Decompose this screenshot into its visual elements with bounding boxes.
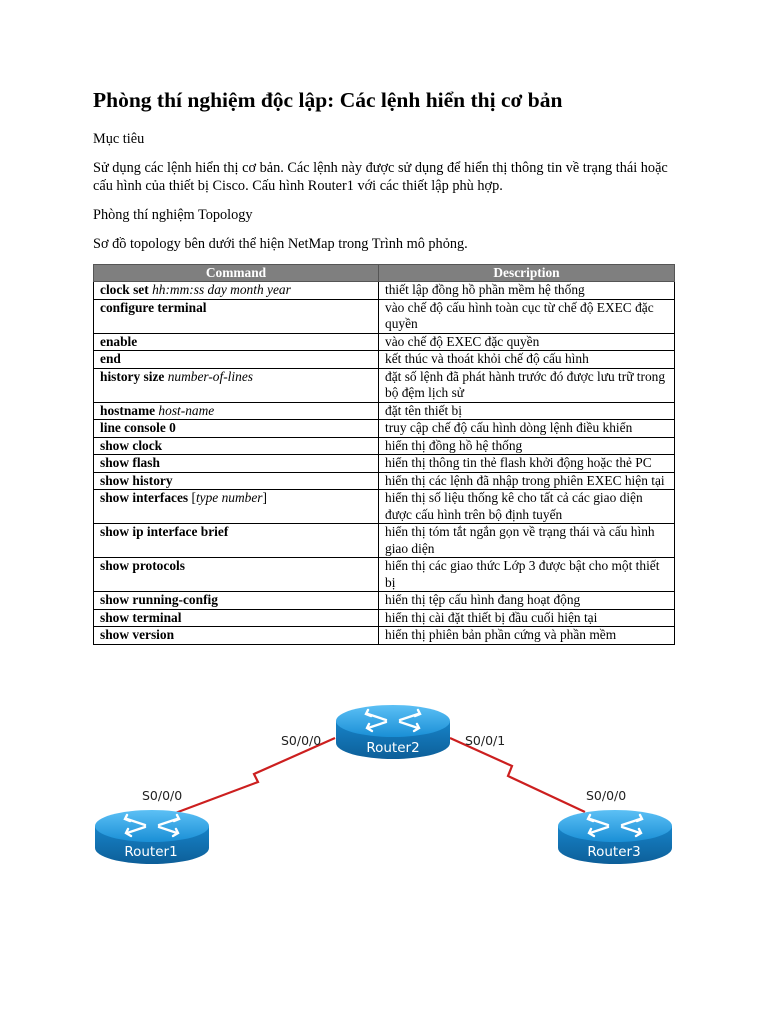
description-cell: hiển thị tóm tắt ngắn gọn về trạng thái và cấu hình giao diện bbox=[379, 524, 675, 558]
command-cell bbox=[94, 402, 379, 420]
command-argument: type number bbox=[195, 490, 263, 505]
command-cell bbox=[94, 609, 379, 627]
table-row bbox=[94, 472, 675, 490]
command-name: line console 0 bbox=[100, 420, 176, 435]
command-name: history size bbox=[100, 368, 165, 384]
description-cell: đặt số lệnh đã phát hành trước đó được lưu trữ trong bộ đệm lịch sử bbox=[379, 368, 675, 402]
serial-link-r1-r2 bbox=[170, 738, 335, 815]
objective-text: Sử dụng các lệnh hiển thị cơ bản. Các lệnh này được sử dụng để hiển thị thông tin về trạng thái hoặc cấu hình của thiết bị Cisco. Cấu hình Router1 với các thiết lập phù hợp. bbox=[93, 160, 668, 194]
description-cell: hiển thị tệp cấu hình đang hoạt động bbox=[379, 592, 675, 610]
table-row bbox=[94, 420, 675, 438]
router1-label: Router1 bbox=[124, 844, 178, 860]
command-name: show version bbox=[100, 627, 175, 642]
command-name: show ip interface brief bbox=[100, 524, 229, 539]
description-cell: hiển thị các lệnh đã nhập trong phiên EXEC hiện tại bbox=[379, 472, 675, 490]
topology-text: Sơ đồ topology bên dưới thể hiện NetMap trong Trình mô phỏng. bbox=[93, 236, 468, 252]
description-cell: vào chế độ EXEC đặc quyền bbox=[379, 333, 675, 351]
description-cell: hiển thị số liệu thống kê cho tất cả các giao diện được cấu hình trên bộ định tuyến bbox=[379, 490, 675, 524]
topology-diagram bbox=[0, 690, 768, 880]
description-cell: hiển thị phiên bản phần cứng và phần mềm bbox=[379, 627, 675, 645]
description-cell: vào chế độ cấu hình toàn cục từ chế độ EXEC đặc quyền bbox=[379, 299, 675, 333]
command-cell bbox=[94, 437, 379, 455]
command-name: end bbox=[100, 351, 121, 366]
command-name: show interfaces bbox=[100, 490, 189, 505]
network-topology bbox=[0, 690, 768, 880]
table-row bbox=[94, 455, 675, 473]
command-cell bbox=[94, 299, 379, 333]
table-row bbox=[94, 299, 675, 333]
command-table-body bbox=[94, 282, 675, 645]
table-row bbox=[94, 282, 675, 300]
table-header-row bbox=[94, 265, 675, 282]
description-cell: hiển thị các giao thức Lớp 3 được bật cho một thiết bị bbox=[379, 558, 675, 592]
command-name: show clock bbox=[100, 437, 163, 453]
router3-label: Router3 bbox=[587, 844, 641, 860]
command-cell bbox=[94, 455, 379, 473]
command-name: show protocols bbox=[100, 558, 185, 573]
command-cell bbox=[94, 282, 379, 300]
header-command: Command bbox=[94, 265, 379, 282]
description-cell: hiển thị cài đặt thiết bị đầu cuối hiện tại bbox=[379, 609, 675, 627]
objective-heading: Mục tiêu bbox=[93, 131, 145, 147]
interface-label-r2-right: S0/0/1 bbox=[465, 733, 506, 748]
table-row bbox=[94, 402, 675, 420]
interface-label-r2-left: S0/0/0 bbox=[281, 733, 322, 748]
command-cell bbox=[94, 524, 379, 558]
command-cell bbox=[94, 558, 379, 592]
command-name: configure terminal bbox=[100, 299, 207, 315]
command-argument: hh:mm:ss day month year bbox=[152, 282, 291, 297]
command-cell bbox=[94, 368, 379, 402]
table-row bbox=[94, 437, 675, 455]
command-name: show history bbox=[100, 472, 173, 488]
command-cell bbox=[94, 351, 379, 369]
command-cell bbox=[94, 333, 379, 351]
command-name: show running-config bbox=[100, 592, 218, 607]
command-table bbox=[93, 264, 675, 645]
table-row bbox=[94, 524, 675, 558]
command-argument: host-name bbox=[158, 402, 215, 418]
router2-label: Router2 bbox=[366, 740, 420, 756]
description-cell: đặt tên thiết bị bbox=[379, 402, 675, 420]
table-row bbox=[94, 592, 675, 610]
description-cell: thiết lập đồng hồ phần mềm hệ thống bbox=[379, 282, 675, 300]
interface-label-r1: S0/0/0 bbox=[142, 788, 183, 803]
description-cell: truy cập chế độ cấu hình dòng lệnh điều khiển bbox=[379, 420, 675, 438]
command-cell bbox=[94, 627, 379, 645]
command-name: show flash bbox=[100, 455, 160, 470]
table-row bbox=[94, 609, 675, 627]
table-row bbox=[94, 490, 675, 524]
table-row bbox=[94, 558, 675, 592]
command-name: clock set bbox=[100, 282, 149, 297]
command-cell bbox=[94, 592, 379, 610]
interface-label-r3: S0/0/0 bbox=[586, 788, 627, 803]
topology-heading: Phòng thí nghiệm Topology bbox=[93, 207, 253, 223]
table-row bbox=[94, 351, 675, 369]
table-row bbox=[94, 333, 675, 351]
serial-link-r2-r3 bbox=[450, 738, 585, 812]
description-cell: hiển thị đồng hồ hệ thống bbox=[379, 437, 675, 455]
table-row bbox=[94, 368, 675, 402]
command-cell bbox=[94, 472, 379, 490]
command-name: enable bbox=[100, 333, 138, 349]
table-row bbox=[94, 627, 675, 645]
command-cell: show interfaces [type number] bbox=[94, 490, 379, 524]
document-page bbox=[93, 86, 676, 645]
command-name: show terminal bbox=[100, 609, 182, 625]
page-title: Phòng thí nghiệm độc lập: Các lệnh hiển thị cơ bản bbox=[93, 88, 563, 112]
description-cell: kết thúc và thoát khỏi chế độ cấu hình bbox=[379, 351, 675, 369]
command-cell bbox=[94, 420, 379, 438]
command-name: hostname bbox=[100, 402, 156, 418]
description-cell: hiển thị thông tin thẻ flash khởi động hoặc thẻ PC bbox=[379, 455, 675, 473]
command-argument: number-of-lines bbox=[167, 368, 253, 384]
header-description: Description bbox=[379, 265, 675, 282]
